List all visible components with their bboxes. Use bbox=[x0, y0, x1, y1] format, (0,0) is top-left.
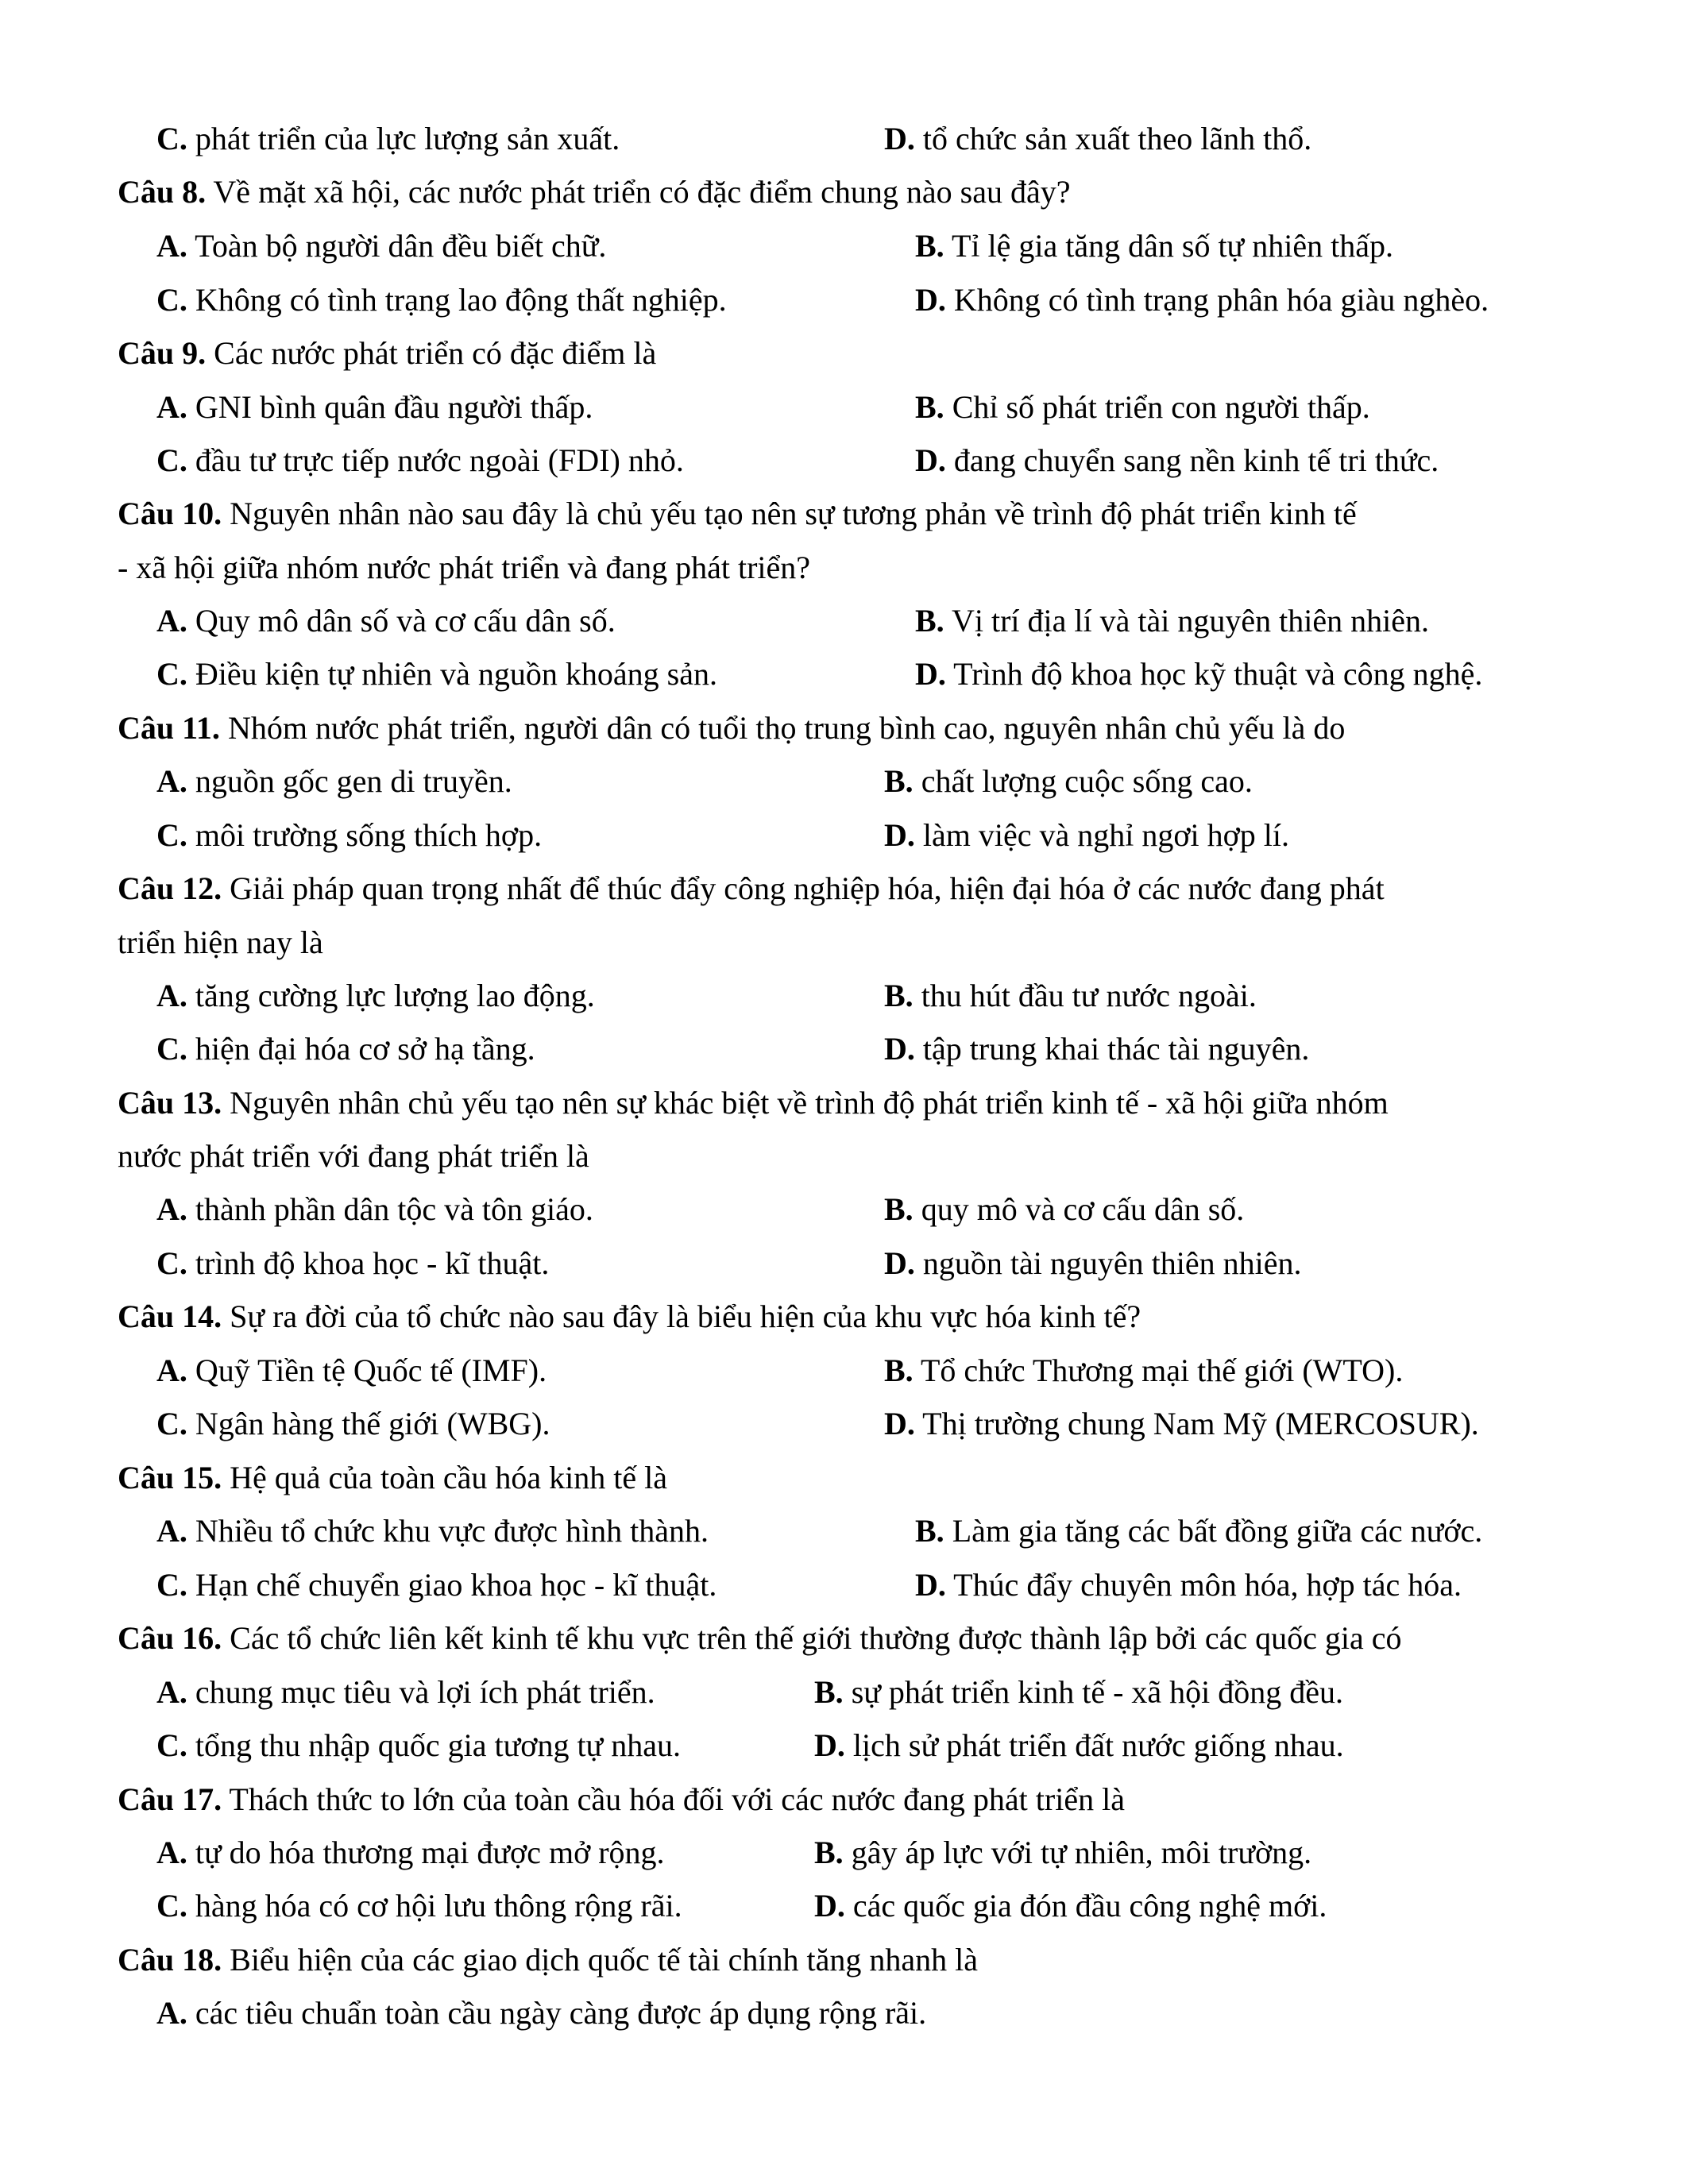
question-9-option-a: A. GNI bình quân đầu người thấp. bbox=[156, 389, 593, 425]
question-18-stem: Câu 18. Biểu hiện của các giao dịch quốc tế tài chính tăng nhanh là bbox=[118, 1942, 979, 1978]
question-16-option-c: C. tổng thu nhập quốc gia tương tự nhau. bbox=[156, 1727, 681, 1763]
question-12-option-d: D. tập trung khai thác tài nguyên. bbox=[884, 1031, 1310, 1067]
question-12-stem: Câu 12. Giải pháp quan trọng nhất để thúc đẩy công nghiệp hóa, hiện đại hóa ở các nước đang phát bbox=[118, 870, 1385, 906]
question-9-option-d: D. đang chuyển sang nền kinh tế tri thức. bbox=[915, 442, 1439, 478]
question-9-option-c: C. đầu tư trực tiếp nước ngoài (FDI) nhỏ. bbox=[156, 442, 684, 478]
question-16-stem: Câu 16. Các tổ chức liên kết kinh tế khu vực trên thế giới thường được thành lập bởi các quốc gia có bbox=[118, 1620, 1402, 1656]
question-12-stem-cont: triển hiện nay là bbox=[118, 924, 323, 960]
question-15-option-b: B. Làm gia tăng các bất đồng giữa các nước. bbox=[915, 1513, 1483, 1549]
question-15-option-d: D. Thúc đẩy chuyên môn hóa, hợp tác hóa. bbox=[915, 1567, 1462, 1603]
question-10-option-d: D. Trình độ khoa học kỹ thuật và công nghệ. bbox=[915, 656, 1483, 692]
question-10-stem-cont: - xã hội giữa nhóm nước phát triển và đang phát triển? bbox=[118, 550, 811, 585]
question-13-option-c: C. trình độ khoa học - kĩ thuật. bbox=[156, 1245, 550, 1281]
question-8-option-c: C. Không có tình trạng lao động thất nghiệp. bbox=[156, 282, 727, 318]
question-12-option-c: C. hiện đại hóa cơ sở hạ tầng. bbox=[156, 1031, 535, 1067]
question-13-option-d: D. nguồn tài nguyên thiên nhiên. bbox=[884, 1245, 1302, 1281]
option-d: D. tổ chức sản xuất theo lãnh thổ. bbox=[884, 121, 1312, 156]
question-16-option-a: A. chung mục tiêu và lợi ích phát triển. bbox=[156, 1674, 655, 1710]
question-12-option-b: B. thu hút đầu tư nước ngoài. bbox=[884, 978, 1257, 1013]
question-11-option-d: D. làm việc và nghỉ ngơi hợp lí. bbox=[884, 817, 1290, 853]
question-12-option-a: A. tăng cường lực lượng lao động. bbox=[156, 978, 595, 1013]
question-15-stem: Câu 15. Hệ quả của toàn cầu hóa kinh tế là bbox=[118, 1460, 668, 1495]
question-8-option-d: D. Không có tình trạng phân hóa giàu nghèo. bbox=[915, 282, 1489, 318]
question-14-option-a: A. Quỹ Tiền tệ Quốc tế (IMF). bbox=[156, 1352, 547, 1388]
question-17-option-c: C. hàng hóa có cơ hội lưu thông rộng rãi. bbox=[156, 1888, 682, 1924]
question-14-option-c: C. Ngân hàng thế giới (WBG). bbox=[156, 1406, 550, 1441]
question-11-option-c: C. môi trường sống thích hợp. bbox=[156, 817, 543, 853]
question-10-option-a: A. Quy mô dân số và cơ cấu dân số. bbox=[156, 603, 616, 639]
question-17-option-b: B. gây áp lực với tự nhiên, môi trường. bbox=[814, 1835, 1312, 1870]
question-15-option-c: C. Hạn chế chuyển giao khoa học - kĩ thuật. bbox=[156, 1567, 717, 1603]
question-10-stem: Câu 10. Nguyên nhân nào sau đây là chủ yếu tạo nên sự tương phản về trình độ phát triển kinh tế bbox=[118, 496, 1357, 531]
question-18-option-a: A. các tiêu chuẩn toàn cầu ngày càng được áp dụng rộng rãi. bbox=[156, 1995, 927, 2031]
question-14-option-b: B. Tổ chức Thương mại thế giới (WTO). bbox=[884, 1352, 1404, 1388]
question-8-option-a: A. Toàn bộ người dân đều biết chữ. bbox=[156, 228, 607, 264]
question-8-stem: Câu 8. Về mặt xã hội, các nước phát triển có đặc điểm chung nào sau đây? bbox=[118, 174, 1071, 210]
question-14-stem: Câu 14. Sự ra đời của tổ chức nào sau đây là biểu hiện của khu vực hóa kinh tế? bbox=[118, 1298, 1141, 1334]
question-16-option-d: D. lịch sử phát triển đất nước giống nhau. bbox=[814, 1727, 1344, 1763]
question-13-stem-cont: nước phát triển với đang phát triển là bbox=[118, 1138, 589, 1174]
question-17-option-a: A. tự do hóa thương mại được mở rộng. bbox=[156, 1835, 665, 1870]
question-9-stem: Câu 9. Các nước phát triển có đặc điểm là bbox=[118, 335, 657, 371]
option-c: C. phát triển của lực lượng sản xuất. bbox=[156, 121, 620, 156]
question-14-option-d: D. Thị trường chung Nam Mỹ (MERCOSUR). bbox=[884, 1406, 1479, 1441]
question-8-option-b: B. Tỉ lệ gia tăng dân số tự nhiên thấp. bbox=[915, 228, 1393, 264]
question-11-stem: Câu 11. Nhóm nước phát triển, người dân có tuổi thọ trung bình cao, nguyên nhân chủ yếu là do bbox=[118, 710, 1346, 746]
question-10-option-c: C. Điều kiện tự nhiên và nguồn khoáng sản. bbox=[156, 656, 717, 692]
question-11-option-b: B. chất lượng cuộc sống cao. bbox=[884, 763, 1253, 799]
question-17-option-d: D. các quốc gia đón đầu công nghệ mới. bbox=[814, 1888, 1327, 1924]
question-11-option-a: A. nguồn gốc gen di truyền. bbox=[156, 763, 512, 799]
question-13-option-a: A. thành phần dân tộc và tôn giáo. bbox=[156, 1191, 593, 1227]
question-13-option-b: B. quy mô và cơ cấu dân số. bbox=[884, 1191, 1245, 1227]
question-17-stem: Câu 17. Thách thức to lớn của toàn cầu hóa đối với các nước đang phát triển là bbox=[118, 1781, 1125, 1817]
question-13-stem: Câu 13. Nguyên nhân chủ yếu tạo nên sự khác biệt về trình độ phát triển kinh tế - xã hội giữa nhóm bbox=[118, 1085, 1389, 1121]
question-10-option-b: B. Vị trí địa lí và tài nguyên thiên nhiên. bbox=[915, 603, 1429, 639]
question-15-option-a: A. Nhiều tổ chức khu vực được hình thành. bbox=[156, 1513, 709, 1549]
question-9-option-b: B. Chỉ số phát triển con người thấp. bbox=[915, 389, 1370, 425]
question-16-option-b: B. sự phát triển kinh tế - xã hội đồng đều. bbox=[814, 1674, 1344, 1710]
